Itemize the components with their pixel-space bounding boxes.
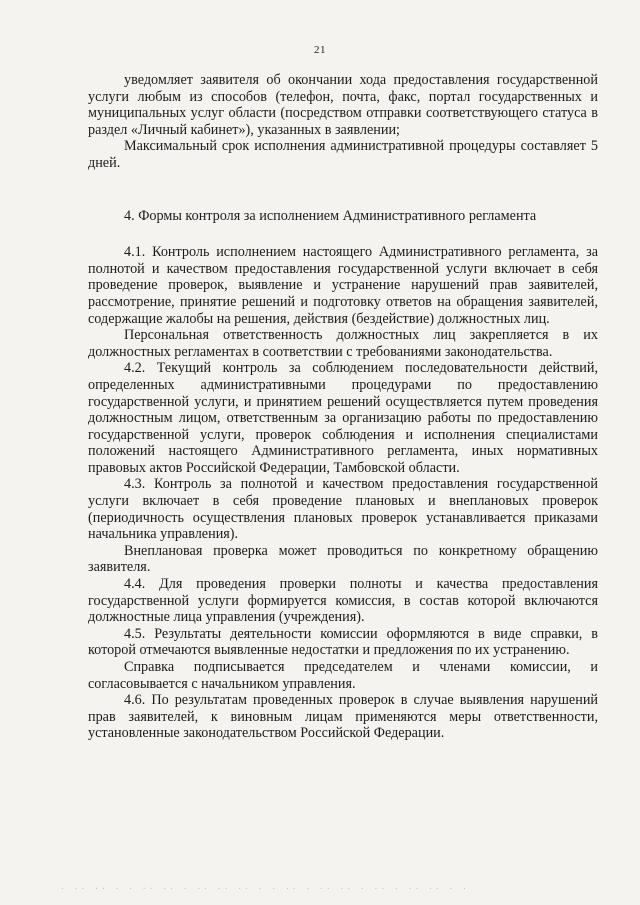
paragraph-4-5-signature: Справка подписывается председателем и членами комиссии, и согласовывается с начальником управления. [88, 659, 598, 692]
paragraph-4-1: 4.1. Контроль исполнением настоящего Административного регламента, за полнотой и качеством предоставления государственной услуги включает в себя проведение проверок, выявление и устранение нарушений прав заявителей, рассмотрение, принятие решений и подготовку ответов на обращения заявителей, содержащие жалобы на решения, действия (бездействие) должностных лиц. [88, 244, 598, 327]
paragraph-4-6: 4.6. По результатам проведенных проверок в случае выявления нарушений прав заявителей, к виновным лицам применяются меры ответственности, установленные законодательством Российской Федерации. [88, 692, 598, 742]
paragraph-4-2: 4.2. Текущий контроль за соблюдением последовательности действий, определенных административными процедурами по предоставлению государственной услуги, и принятием решений осуществляется путем проведения должностным лицом, ответственным за организацию работы по предоставлению государственной услуги, проверок соблюдения и исполнения специалистами положений настоящего Административного регламента, иных нормативных правовых актов Российской Федерации, Тамбовской области. [88, 360, 598, 476]
scan-artifact-line: · ·· ·· · · ·· ·· · ·· ·· ·· · · ·· · ·· ·· · ·· · ·· ·· · · [60, 884, 469, 893]
paragraph-4-3-unscheduled: Внеплановая проверка может проводиться по конкретному обращению заявителя. [88, 542, 598, 576]
paragraph-4-4: 4.4. Для проведения проверки полноты и качества предоставления государственной услуги формируется комиссия, в состав которой включаются должностные лица управления (учреждения). [88, 576, 598, 626]
section-heading: 4. Формы контроля за исполнением Административного регламента [124, 207, 537, 224]
paragraph-4-3: 4.3. Контроль за полнотой и качеством предоставления государственной услуги включает в себя проведение плановых и внеплановых проверок (периодичность осуществления плановых проверок устанавливается приказами начальника управления). [88, 476, 598, 543]
document-body [88, 72, 598, 742]
paragraph-intro-deadline: Максимальный срок исполнения административной процедуры составляет 5 дней. [88, 138, 598, 171]
paragraph-4-1-responsibility: Персональная ответственность должностных лиц закрепляется в их должностных регламентах в соответствии с требованиями законодательства. [88, 327, 598, 360]
paragraph-intro-notify: уведомляет заявителя об окончании хода предоставления государственной услуги любым из способов (телефон, почта, факс, портал государственных и муниципальных услуг области (посредством отправки соответствующего статуса в раздел «Личный кабинет»), указанных в заявлении; [88, 72, 598, 138]
page-number: 21 [314, 44, 326, 56]
paragraph-4-5: 4.5. Результаты деятельности комиссии оформляются в виде справки, в которой отмечаются выявленные недостатки и предложения по их устранению. [88, 625, 598, 659]
